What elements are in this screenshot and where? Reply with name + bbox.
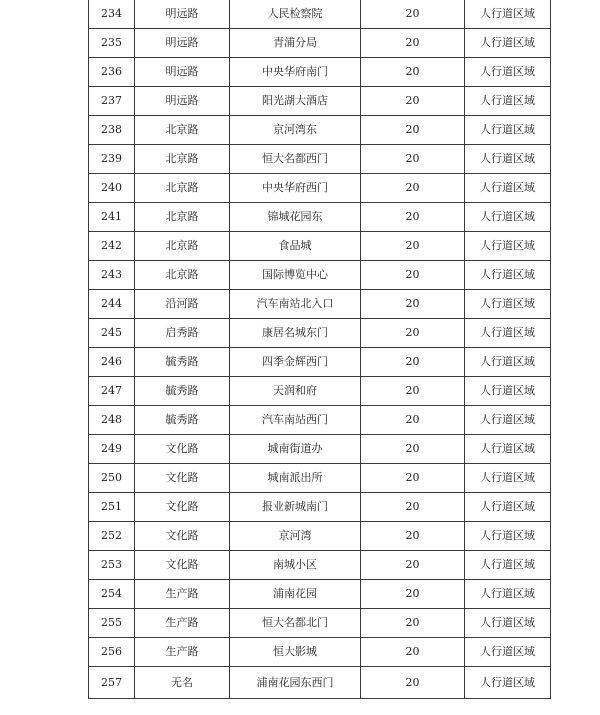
location-cell: 报业新城南门 — [230, 493, 361, 522]
area-type-cell: 人行道区域 — [465, 0, 551, 29]
table-row — [89, 319, 551, 348]
count-cell: 20 — [361, 522, 465, 551]
location-cell: 城南派出所 — [230, 464, 361, 493]
table-row — [89, 261, 551, 290]
area-type-cell: 人行道区域 — [465, 319, 551, 348]
area-type-cell: 人行道区域 — [465, 609, 551, 638]
road-name-cell: 明远路 — [135, 58, 230, 87]
road-name-cell: 明远路 — [135, 87, 230, 116]
area-type-cell: 人行道区域 — [465, 87, 551, 116]
area-type-cell: 人行道区域 — [465, 667, 551, 699]
count-cell: 20 — [361, 0, 465, 29]
count-cell: 20 — [361, 290, 465, 319]
road-name-cell: 生产路 — [135, 609, 230, 638]
table-row — [89, 58, 551, 87]
road-name-cell: 文化路 — [135, 551, 230, 580]
road-name-cell: 文化路 — [135, 522, 230, 551]
row-number-cell: 246 — [89, 348, 135, 377]
location-cell: 锦城花园东 — [230, 203, 361, 232]
count-cell: 20 — [361, 87, 465, 116]
table-row — [89, 232, 551, 261]
area-type-cell: 人行道区域 — [465, 29, 551, 58]
area-type-cell: 人行道区域 — [465, 580, 551, 609]
row-number-cell: 255 — [89, 609, 135, 638]
area-type-cell: 人行道区域 — [465, 638, 551, 667]
area-type-cell: 人行道区域 — [465, 435, 551, 464]
road-name-cell: 毓秀路 — [135, 348, 230, 377]
row-number-cell: 244 — [89, 290, 135, 319]
count-cell: 20 — [361, 609, 465, 638]
row-number-cell: 247 — [89, 377, 135, 406]
road-name-cell: 无名 — [135, 667, 230, 699]
table-row — [89, 464, 551, 493]
row-number-cell: 253 — [89, 551, 135, 580]
road-name-cell: 北京路 — [135, 261, 230, 290]
count-cell: 20 — [361, 203, 465, 232]
row-number-cell: 234 — [89, 0, 135, 29]
location-cell: 四季金辉西门 — [230, 348, 361, 377]
table-row — [89, 609, 551, 638]
table-row — [89, 638, 551, 667]
count-cell: 20 — [361, 377, 465, 406]
row-number-cell: 241 — [89, 203, 135, 232]
table-row — [89, 203, 551, 232]
row-number-cell: 238 — [89, 116, 135, 145]
area-type-cell: 人行道区域 — [465, 464, 551, 493]
location-cell: 阳光湖大酒店 — [230, 87, 361, 116]
row-number-cell: 254 — [89, 580, 135, 609]
area-type-cell: 人行道区域 — [465, 261, 551, 290]
location-cell: 中央华府西门 — [230, 174, 361, 203]
count-cell: 20 — [361, 464, 465, 493]
location-cell: 京河湾东 — [230, 116, 361, 145]
location-cell: 恒大名都北门 — [230, 609, 361, 638]
location-cell: 青浦分局 — [230, 29, 361, 58]
row-number-cell: 249 — [89, 435, 135, 464]
location-cell: 中央华府南门 — [230, 58, 361, 87]
area-type-cell: 人行道区域 — [465, 58, 551, 87]
row-number-cell: 240 — [89, 174, 135, 203]
count-cell: 20 — [361, 232, 465, 261]
table-row — [89, 145, 551, 174]
location-cell: 汽车南站北入口 — [230, 290, 361, 319]
road-name-cell: 毓秀路 — [135, 406, 230, 435]
row-number-cell: 250 — [89, 464, 135, 493]
road-name-cell: 文化路 — [135, 493, 230, 522]
row-number-cell: 251 — [89, 493, 135, 522]
location-cell: 城南街道办 — [230, 435, 361, 464]
table-row — [89, 667, 551, 699]
area-type-cell: 人行道区域 — [465, 377, 551, 406]
road-name-cell: 明远路 — [135, 29, 230, 58]
location-cell: 食品城 — [230, 232, 361, 261]
row-number-cell: 235 — [89, 29, 135, 58]
count-cell: 20 — [361, 261, 465, 290]
count-cell: 20 — [361, 493, 465, 522]
road-name-cell: 明远路 — [135, 0, 230, 29]
location-cell: 浦南花园东西门 — [230, 667, 361, 699]
count-cell: 20 — [361, 145, 465, 174]
table-row — [89, 0, 551, 29]
count-cell: 20 — [361, 638, 465, 667]
count-cell: 20 — [361, 116, 465, 145]
area-type-cell: 人行道区域 — [465, 145, 551, 174]
row-number-cell: 243 — [89, 261, 135, 290]
road-name-cell: 启秀路 — [135, 319, 230, 348]
area-type-cell: 人行道区域 — [465, 174, 551, 203]
road-name-cell: 北京路 — [135, 116, 230, 145]
count-cell: 20 — [361, 29, 465, 58]
row-number-cell: 257 — [89, 667, 135, 699]
row-number-cell: 242 — [89, 232, 135, 261]
count-cell: 20 — [361, 435, 465, 464]
road-name-cell: 北京路 — [135, 203, 230, 232]
table-row — [89, 116, 551, 145]
location-cell: 恒大名都西门 — [230, 145, 361, 174]
row-number-cell: 237 — [89, 87, 135, 116]
location-cell: 人民检察院 — [230, 0, 361, 29]
road-name-cell: 生产路 — [135, 580, 230, 609]
area-type-cell: 人行道区域 — [465, 116, 551, 145]
data-table — [88, 0, 551, 699]
location-cell: 南城小区 — [230, 551, 361, 580]
location-cell: 京河湾 — [230, 522, 361, 551]
location-cell: 浦南花园 — [230, 580, 361, 609]
row-number-cell: 236 — [89, 58, 135, 87]
area-type-cell: 人行道区域 — [465, 493, 551, 522]
road-name-cell: 毓秀路 — [135, 377, 230, 406]
table-row — [89, 435, 551, 464]
table-row — [89, 348, 551, 377]
road-name-cell: 生产路 — [135, 638, 230, 667]
row-number-cell: 239 — [89, 145, 135, 174]
table-row — [89, 493, 551, 522]
area-type-cell: 人行道区域 — [465, 406, 551, 435]
count-cell: 20 — [361, 406, 465, 435]
road-name-cell: 北京路 — [135, 174, 230, 203]
table-row — [89, 290, 551, 319]
location-cell: 天润和府 — [230, 377, 361, 406]
location-cell: 汽车南站西门 — [230, 406, 361, 435]
area-type-cell: 人行道区域 — [465, 551, 551, 580]
table-row — [89, 580, 551, 609]
table-row — [89, 174, 551, 203]
area-type-cell: 人行道区域 — [465, 232, 551, 261]
count-cell: 20 — [361, 348, 465, 377]
table-row — [89, 377, 551, 406]
location-cell: 国际博览中心 — [230, 261, 361, 290]
table-row — [89, 522, 551, 551]
table-body — [89, 0, 551, 699]
road-name-cell: 北京路 — [135, 145, 230, 174]
area-type-cell: 人行道区域 — [465, 290, 551, 319]
count-cell: 20 — [361, 551, 465, 580]
road-name-cell: 文化路 — [135, 435, 230, 464]
count-cell: 20 — [361, 580, 465, 609]
road-name-cell: 北京路 — [135, 232, 230, 261]
count-cell: 20 — [361, 667, 465, 699]
row-number-cell: 245 — [89, 319, 135, 348]
table-row — [89, 551, 551, 580]
count-cell: 20 — [361, 319, 465, 348]
row-number-cell: 252 — [89, 522, 135, 551]
location-cell: 恒大影城 — [230, 638, 361, 667]
road-name-cell: 沿河路 — [135, 290, 230, 319]
count-cell: 20 — [361, 58, 465, 87]
road-name-cell: 文化路 — [135, 464, 230, 493]
row-number-cell: 256 — [89, 638, 135, 667]
table-row — [89, 87, 551, 116]
area-type-cell: 人行道区域 — [465, 203, 551, 232]
table-row — [89, 29, 551, 58]
table-row — [89, 406, 551, 435]
location-cell: 康居名城东门 — [230, 319, 361, 348]
area-type-cell: 人行道区域 — [465, 522, 551, 551]
count-cell: 20 — [361, 174, 465, 203]
area-type-cell: 人行道区域 — [465, 348, 551, 377]
row-number-cell: 248 — [89, 406, 135, 435]
